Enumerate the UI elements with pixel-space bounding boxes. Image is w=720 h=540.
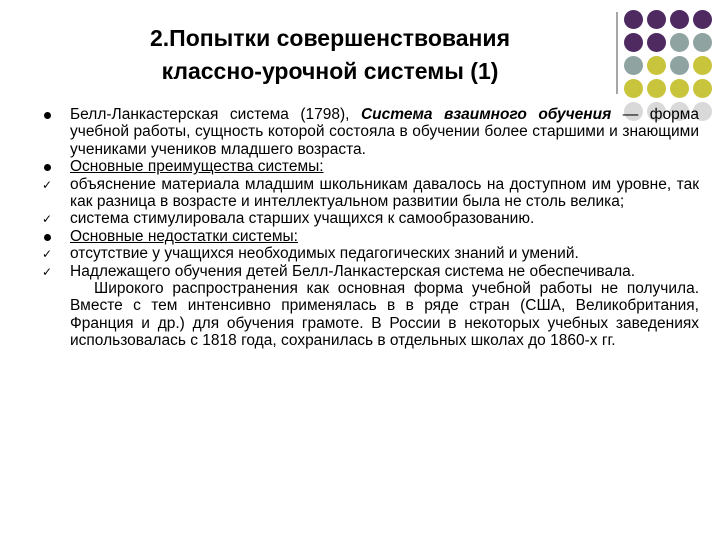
checkmark-icon [40,210,54,228]
list-item [38,158,699,175]
item-lead: Белл-Ланкастерская система (1798), [70,106,350,123]
decorative-dot-grid [624,10,712,121]
decor-dot [647,79,666,98]
slide-title [60,22,600,88]
decor-dot [693,79,712,98]
paragraph-text: Широкого распространения как основная форма учебной работы не получила. Вместе с тем интенсивно применялась в в ряде стран (США, Великобритания, Франция и др.) для обучения грамоте. В России в некоторых учебных заведениях использовалась с 1818 года, сохранилась в отдельных школах до 1860-х гг. [70,280,699,350]
decor-dot [647,56,666,75]
list-item [38,106,699,158]
disadvantages-heading: Основные недостатки системы: [70,227,298,245]
checkmark-icon [40,176,54,194]
list-item [38,263,699,280]
decor-dot [647,10,666,29]
item-text: отсутствие у учащихся необходимых педагогических знаний и умений. [70,245,579,263]
decor-dot [693,10,712,29]
item-text: объяснение материала младшим школьникам давалось на доступном им уровне, так как разница в возрасте и интеллектуальном развитии была не столь велика; [70,175,699,211]
advantages-heading: Основные преимущества системы: [70,158,324,176]
decor-dot [624,10,643,29]
title-line-1: 2.Попытки совершенствования [150,25,510,51]
decor-dot [624,56,643,75]
decor-dot [693,56,712,75]
bullet-icon [40,228,54,241]
bullet-icon [40,158,54,171]
decor-dot [670,79,689,98]
title-divider-line [616,12,618,94]
list-item [38,210,699,227]
decor-dot [693,33,712,52]
decor-dot [670,33,689,52]
item-term: Система взаимного обучения [360,106,612,123]
title-line-2: классно-урочной системы (1) [161,58,499,84]
checkmark-icon [40,263,54,281]
checkmark-icon [40,245,54,263]
item-rest: — форма учебной работы, сущность которой состояла в обучении более старшими и знающими учениками учеников младшего возраста. [70,106,700,158]
slide-body [38,106,699,350]
decor-dot [647,33,666,52]
closing-paragraph [38,280,699,350]
decor-dot [670,10,689,29]
decor-dot [624,79,643,98]
item-text: Надлежащего обучения детей Белл-Ланкастерская система не обеспечивала. [70,262,636,280]
list-item [38,176,699,211]
decor-dot [624,33,643,52]
decor-dot [670,56,689,75]
list-item [38,245,699,262]
item-text: система стимулировала старших учащихся к самообразованию. [70,210,535,228]
list-item [38,228,699,245]
bullet-icon [40,106,54,119]
